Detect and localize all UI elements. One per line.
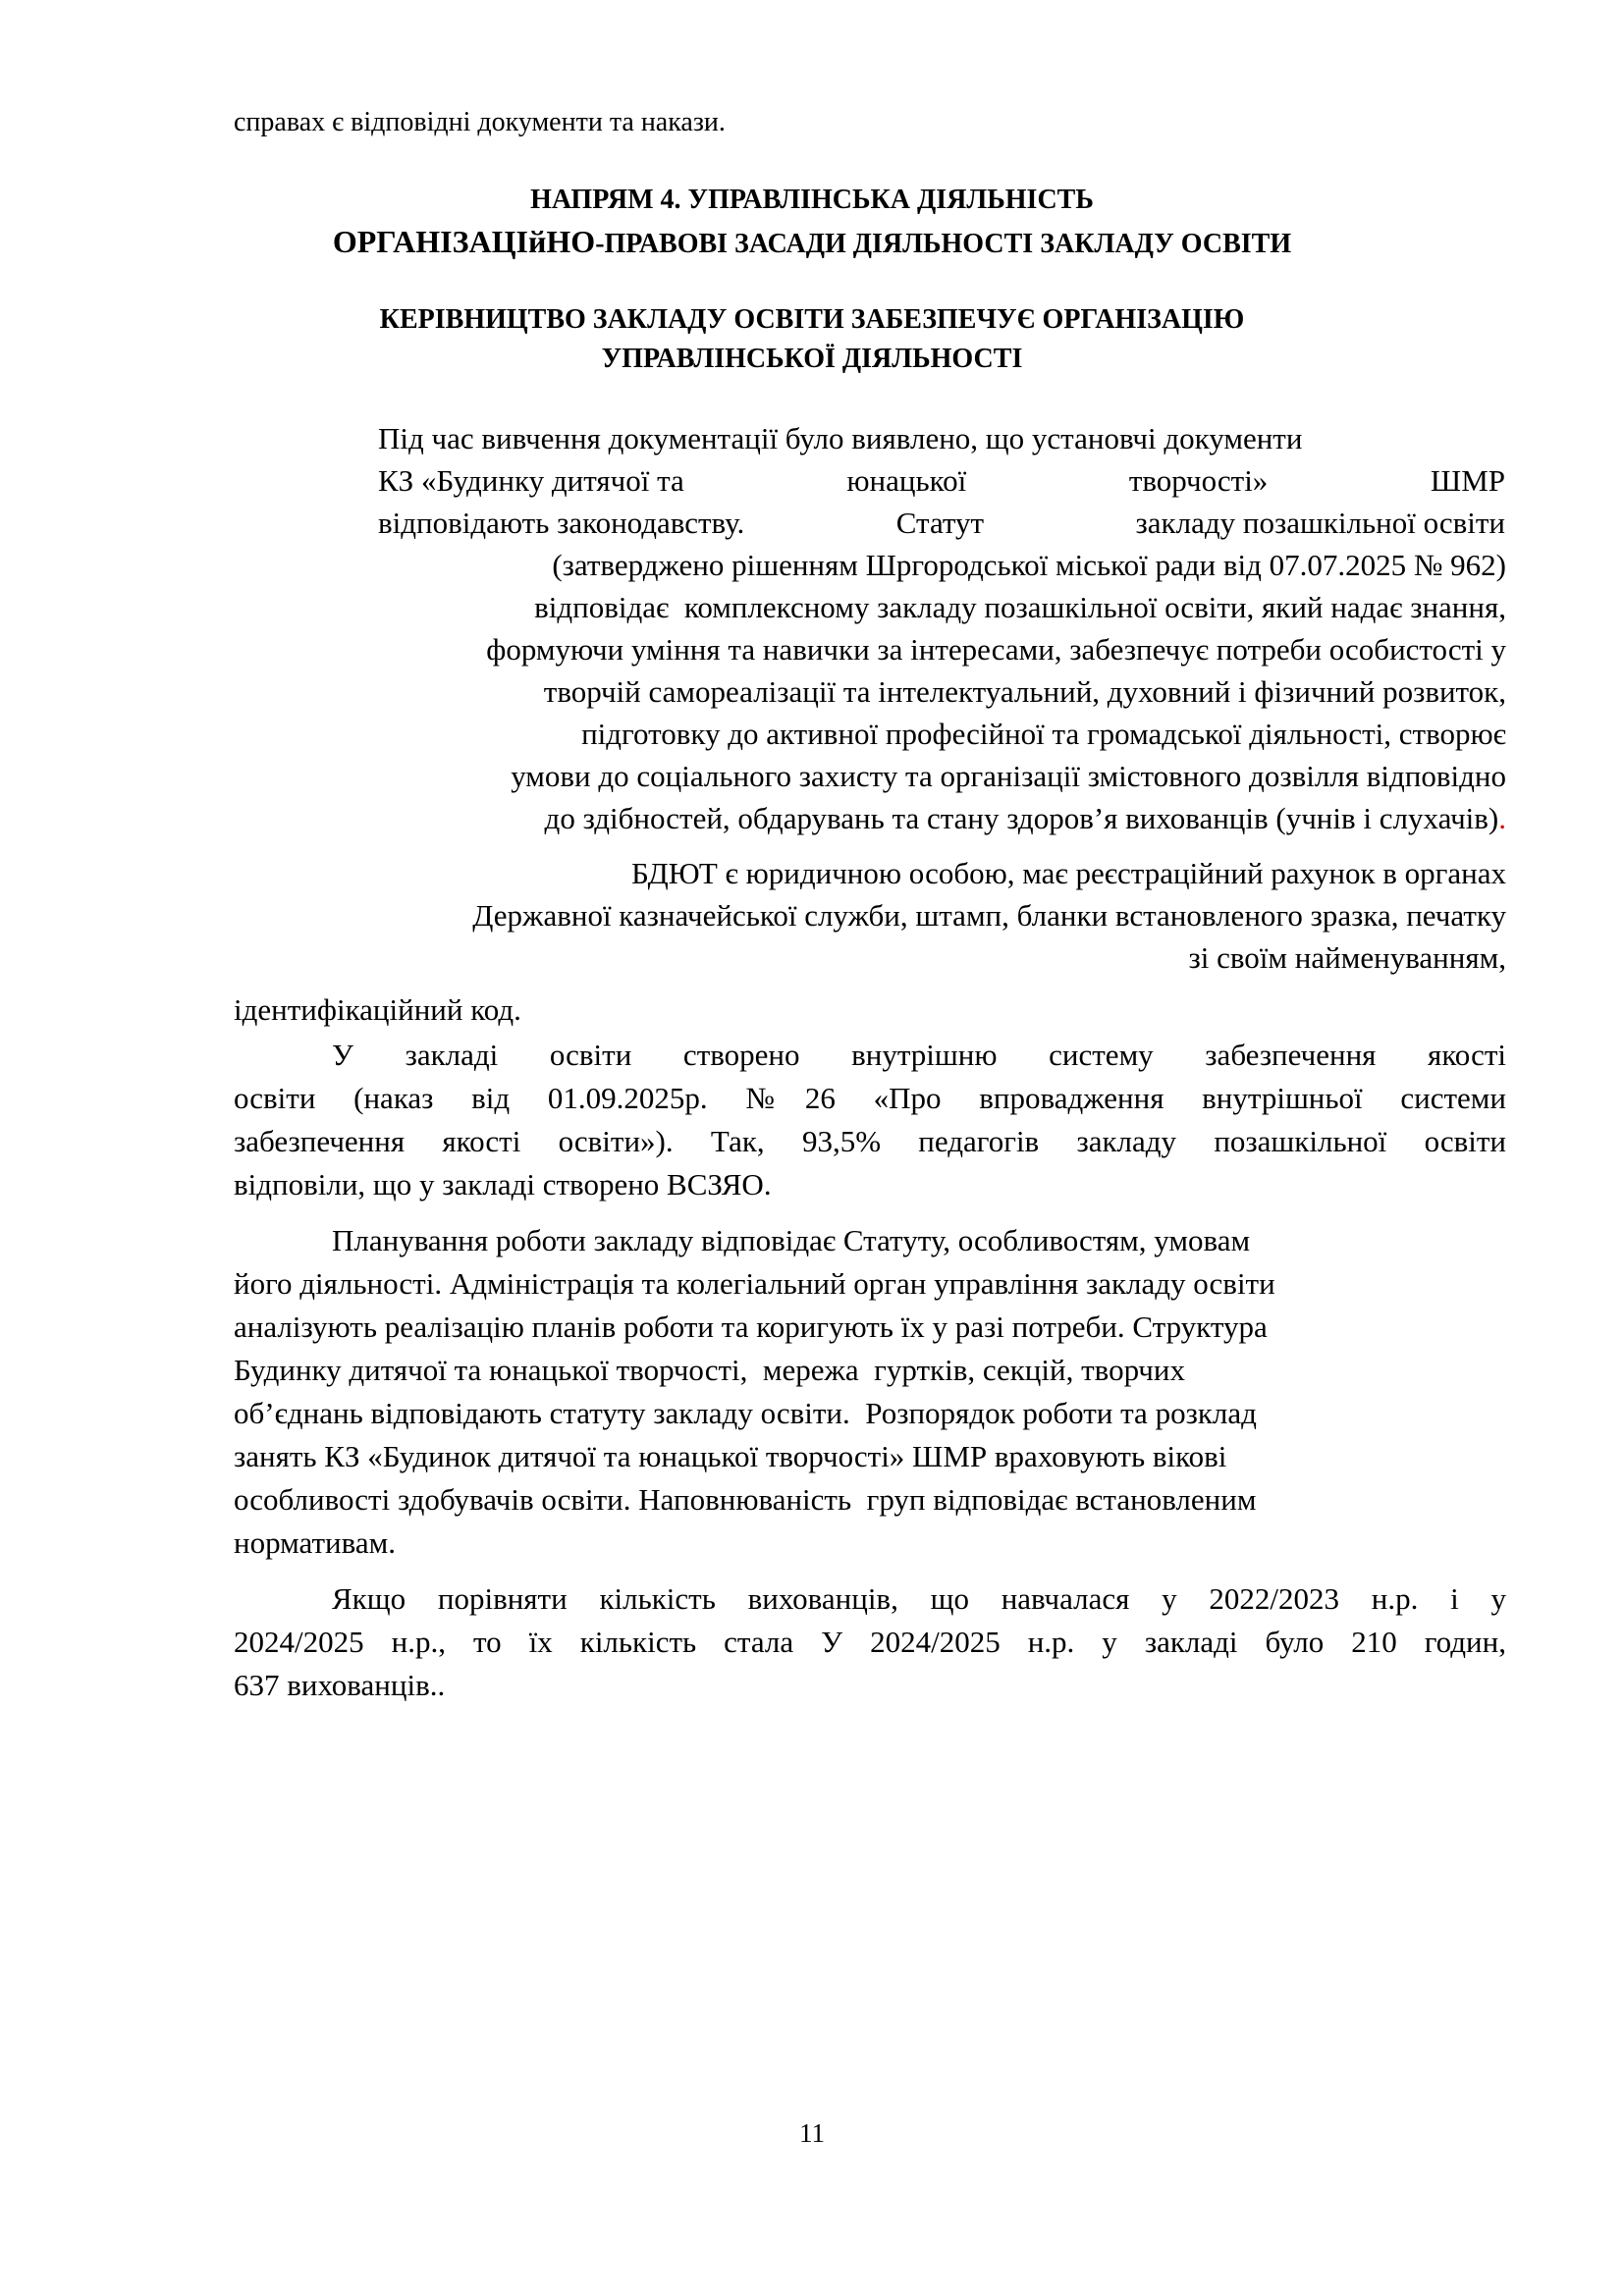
paragraph-line: зі своїм найменуванням,	[1188, 940, 1506, 975]
text-fragment: КЗ «Будинку дитячої та	[378, 463, 684, 498]
text-fragment: Статут	[895, 506, 985, 540]
paragraph-line: творчій самореалізації та інтелектуальний, духовний і фізичний розвиток,	[543, 674, 1506, 709]
text-fragment: закладу позашкільної освіти	[1135, 506, 1505, 540]
paragraph-line: занять КЗ «Будинок дитячої та юнацької творчості» ШМР враховують вікові	[234, 1439, 1227, 1473]
paragraph-line: освіти (наказ від 01.09.2025р. №26 «Про впровадження внутрішньої системи	[234, 1081, 1506, 1115]
text-fragment: до здібностей, обдарувань та стану здоров’я вихованців (учнів і слухачів)	[544, 801, 1499, 835]
section-heading-part1: ОРГАНІЗАЦІйНО	[332, 224, 596, 259]
red-period: .	[1498, 801, 1506, 835]
paragraph-line: Якщо порівняти кількість вихованців, що навчалася у 2022/2023 н.р. і у	[332, 1581, 1506, 1616]
paragraph-line: умови до соціального захисту та організації змістовного дозвілля відповідно	[511, 759, 1506, 793]
paragraph-line: 2024/2025 н.р., то їх кількість стала У 2024/2025 н.р. у закладі було 210 годин,	[234, 1625, 1506, 1659]
direction-heading: НАПРЯМ 4. УПРАВЛІНСЬКА ДІЯЛЬНІСТЬ	[530, 185, 1094, 215]
paragraph-line: нормативам.	[234, 1525, 396, 1560]
paragraph-line: формуючи уміння та навички за інтересами, забезпечує потреби особистості у	[486, 632, 1506, 667]
paragraph-line: особливості здобувачів освіти. Наповнюваність груп відповідає встановленим	[234, 1482, 1257, 1517]
paragraph-line: Планування роботи закладу відповідає Статуту, особливостям, умовам	[332, 1223, 1251, 1257]
text-fragment: ШМР	[1430, 463, 1505, 498]
paragraph-line: забезпечення якості освіти»). Так, 93,5% педагогів закладу позашкільної освіти	[234, 1124, 1506, 1158]
paragraph-line: (затверджено рішенням Шргородської міської ради від 07.07.2025 № 962)	[552, 548, 1506, 582]
paragraph-line: підготовку до активної професійної та громадської діяльності, створює	[581, 717, 1506, 751]
paragraph-line: Державної казначейської служби, штамп, бланки встановленого зразка, печатку	[472, 898, 1506, 933]
paragraph-line: Будинку дитячої та юнацької творчості, мережа гуртків, секцій, творчих	[234, 1353, 1185, 1387]
subsection-heading-line2: УПРАВЛІНСЬКОЇ ДІЯЛЬНОСТІ	[601, 344, 1023, 374]
paragraph-line	[332, 1037, 1506, 1074]
paragraph-line: Під час вивчення документації було виявлено, що установчі документи	[378, 421, 1303, 455]
paragraph-line: ідентифікаційний код.	[234, 992, 521, 1027]
paragraph-line	[334, 800, 1506, 837]
paragraph-line: БДЮТ є юридичною особою, має реєстраційний рахунок в органах	[631, 856, 1506, 890]
paragraph-line: 637 вихованців..	[234, 1668, 446, 1702]
paragraph-line	[378, 505, 1505, 542]
paragraph-line: відповіли, що у закладі створено ВСЗЯО.	[234, 1167, 772, 1201]
text-fragment: творчості»	[1128, 463, 1269, 498]
subsection-heading-line1: КЕРІВНИЦТВО ЗАКЛАДУ ОСВІТИ ЗАБЕЗПЕЧУЄ ОРГАНІЗАЦІЮ	[379, 304, 1245, 335]
paragraph-line: його діяльності. Адміністрація та колегіальний орган управління закладу освіти	[234, 1266, 1275, 1301]
text-fragment: відповідають законодавству.	[378, 506, 745, 540]
paragraph-line: об’єднань відповідають статуту закладу освіти. Розпорядок роботи та розклад	[234, 1396, 1257, 1430]
section-heading-part2: -ПРАВОВІ ЗАСАДИ ДІЯЛЬНОСТІ ЗАКЛАДУ ОСВІТИ	[595, 229, 1292, 259]
paragraph-line	[378, 462, 1505, 500]
carryover-text: справах є відповідні документи та накази.	[234, 107, 726, 137]
text-fragment: У закладі освіти створено внутрішню систему забезпечення якості	[332, 1038, 1506, 1072]
page-number: 11	[799, 2118, 825, 2148]
paragraph-line: аналізують реалізацію планів роботи та коригують їх у разі потреби. Структура	[234, 1309, 1268, 1344]
section-heading	[0, 224, 1624, 260]
text-fragment: юнацької	[846, 463, 967, 498]
paragraph-line: відповідає комплексному закладу позашкільної освіти, який надає знання,	[534, 590, 1506, 624]
